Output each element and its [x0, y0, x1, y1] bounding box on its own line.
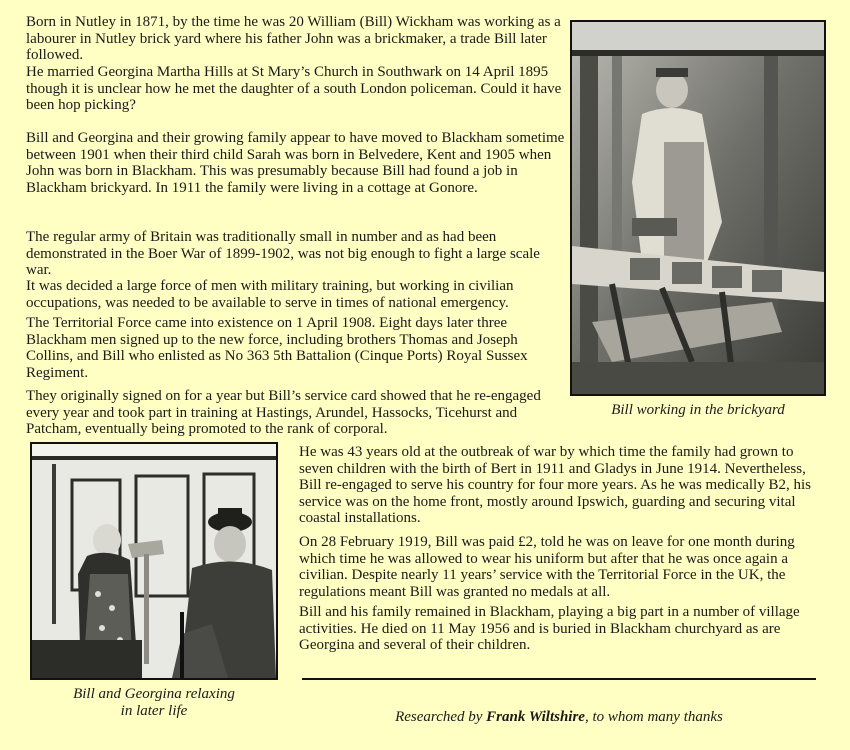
paragraph-birth: Born in Nutley in 1871, by the time he was 20 William (Bill) Wickham was working as a labourer in Nutley brick yard where his father John was a brickmaker, a trade Bill later followed.	[26, 14, 561, 64]
paragraph-marriage: He married Georgina Martha Hills at St Mary’s Church in Southwark on 14 April 1895 though it is unclear how he met the daughter of a south London policeman. Could it have been hop picking?	[26, 64, 562, 114]
relaxing-photo	[30, 442, 278, 680]
paragraph-service-card: They originally signed on for a year but Bill’s service card showed that he re-engaged every year and took part in training at Hastings, Arundel, Hassocks, Ticehurst and Patcham, eventually being promoted to the rank of corporal.	[26, 388, 541, 438]
credit-line	[302, 709, 816, 726]
paragraph-blackham: Bill and Georgina and their growing family appear to have moved to Blackham sometime between 1901 when their third child Sarah was born in Belvedere, Kent and 1905 when John was born in Blackham. This was presumably because Bill had found a job in Blackham brickyard. In 1911 the family were living in a cottage at Gonore.	[26, 130, 565, 196]
brickyard-photo-image	[572, 22, 824, 394]
paragraph-territorial-force: The Territorial Force came into existence on 1 April 1908. Eight days later three Blackham men signed up to the new force, including brothers Thomas and Joseph Collins, and Bill who enlisted as No 363 5th Battalion (Cinque Ports) Royal Sussex Regiment.	[26, 315, 528, 381]
relaxing-caption-line2: in later life	[120, 703, 188, 719]
brickyard-photo	[570, 20, 826, 396]
relaxing-caption	[30, 686, 278, 720]
divider-line	[302, 678, 816, 680]
credit-prefix: Researched by	[395, 709, 487, 725]
credit-name: Frank Wiltshire	[486, 709, 585, 725]
paragraph-leave: On 28 February 1919, Bill was paid £2, told he was on leave for one month during which time he was allowed to wear his uniform but after that he was once again a civilian. Despite nearly 11 years’ service with the Territorial Force in the UK, the regulations meant Bill was granted no medals at all.	[299, 534, 795, 600]
brickyard-caption: Bill working in the brickyard	[611, 402, 785, 418]
relaxing-photo-image	[32, 444, 276, 678]
relaxing-caption-line1: Bill and Georgina relaxing	[73, 686, 235, 702]
paragraph-regular-army: The regular army of Britain was traditionally small in number and as had been demonstrated in the Boer War of 1899-1902, was not big enough to fight a large scale war.	[26, 229, 540, 279]
credit-suffix: , to whom many thanks	[584, 709, 723, 725]
paragraph-large-force: It was decided a large force of men with military training, but working in civilian occupations, was needed to be available to serve in times of national emergency.	[26, 278, 514, 311]
paragraph-remained: Bill and his family remained in Blackham, playing a big part in a number of village activities. He died on 11 May 1956 and is buried in Blackham churchyard as are Georgina and several of their children.	[299, 604, 800, 654]
paragraph-outbreak: He was 43 years old at the outbreak of war by which time the family had grown to seven children with the birth of Bert in 1911 and Gladys in June 1914. Nevertheless, Bill re-engaged to serve his country for four more years. As he was medically B2, his service was on the home front, mostly around Ipswich, guarding and securing vital coastal installations.	[299, 444, 811, 527]
